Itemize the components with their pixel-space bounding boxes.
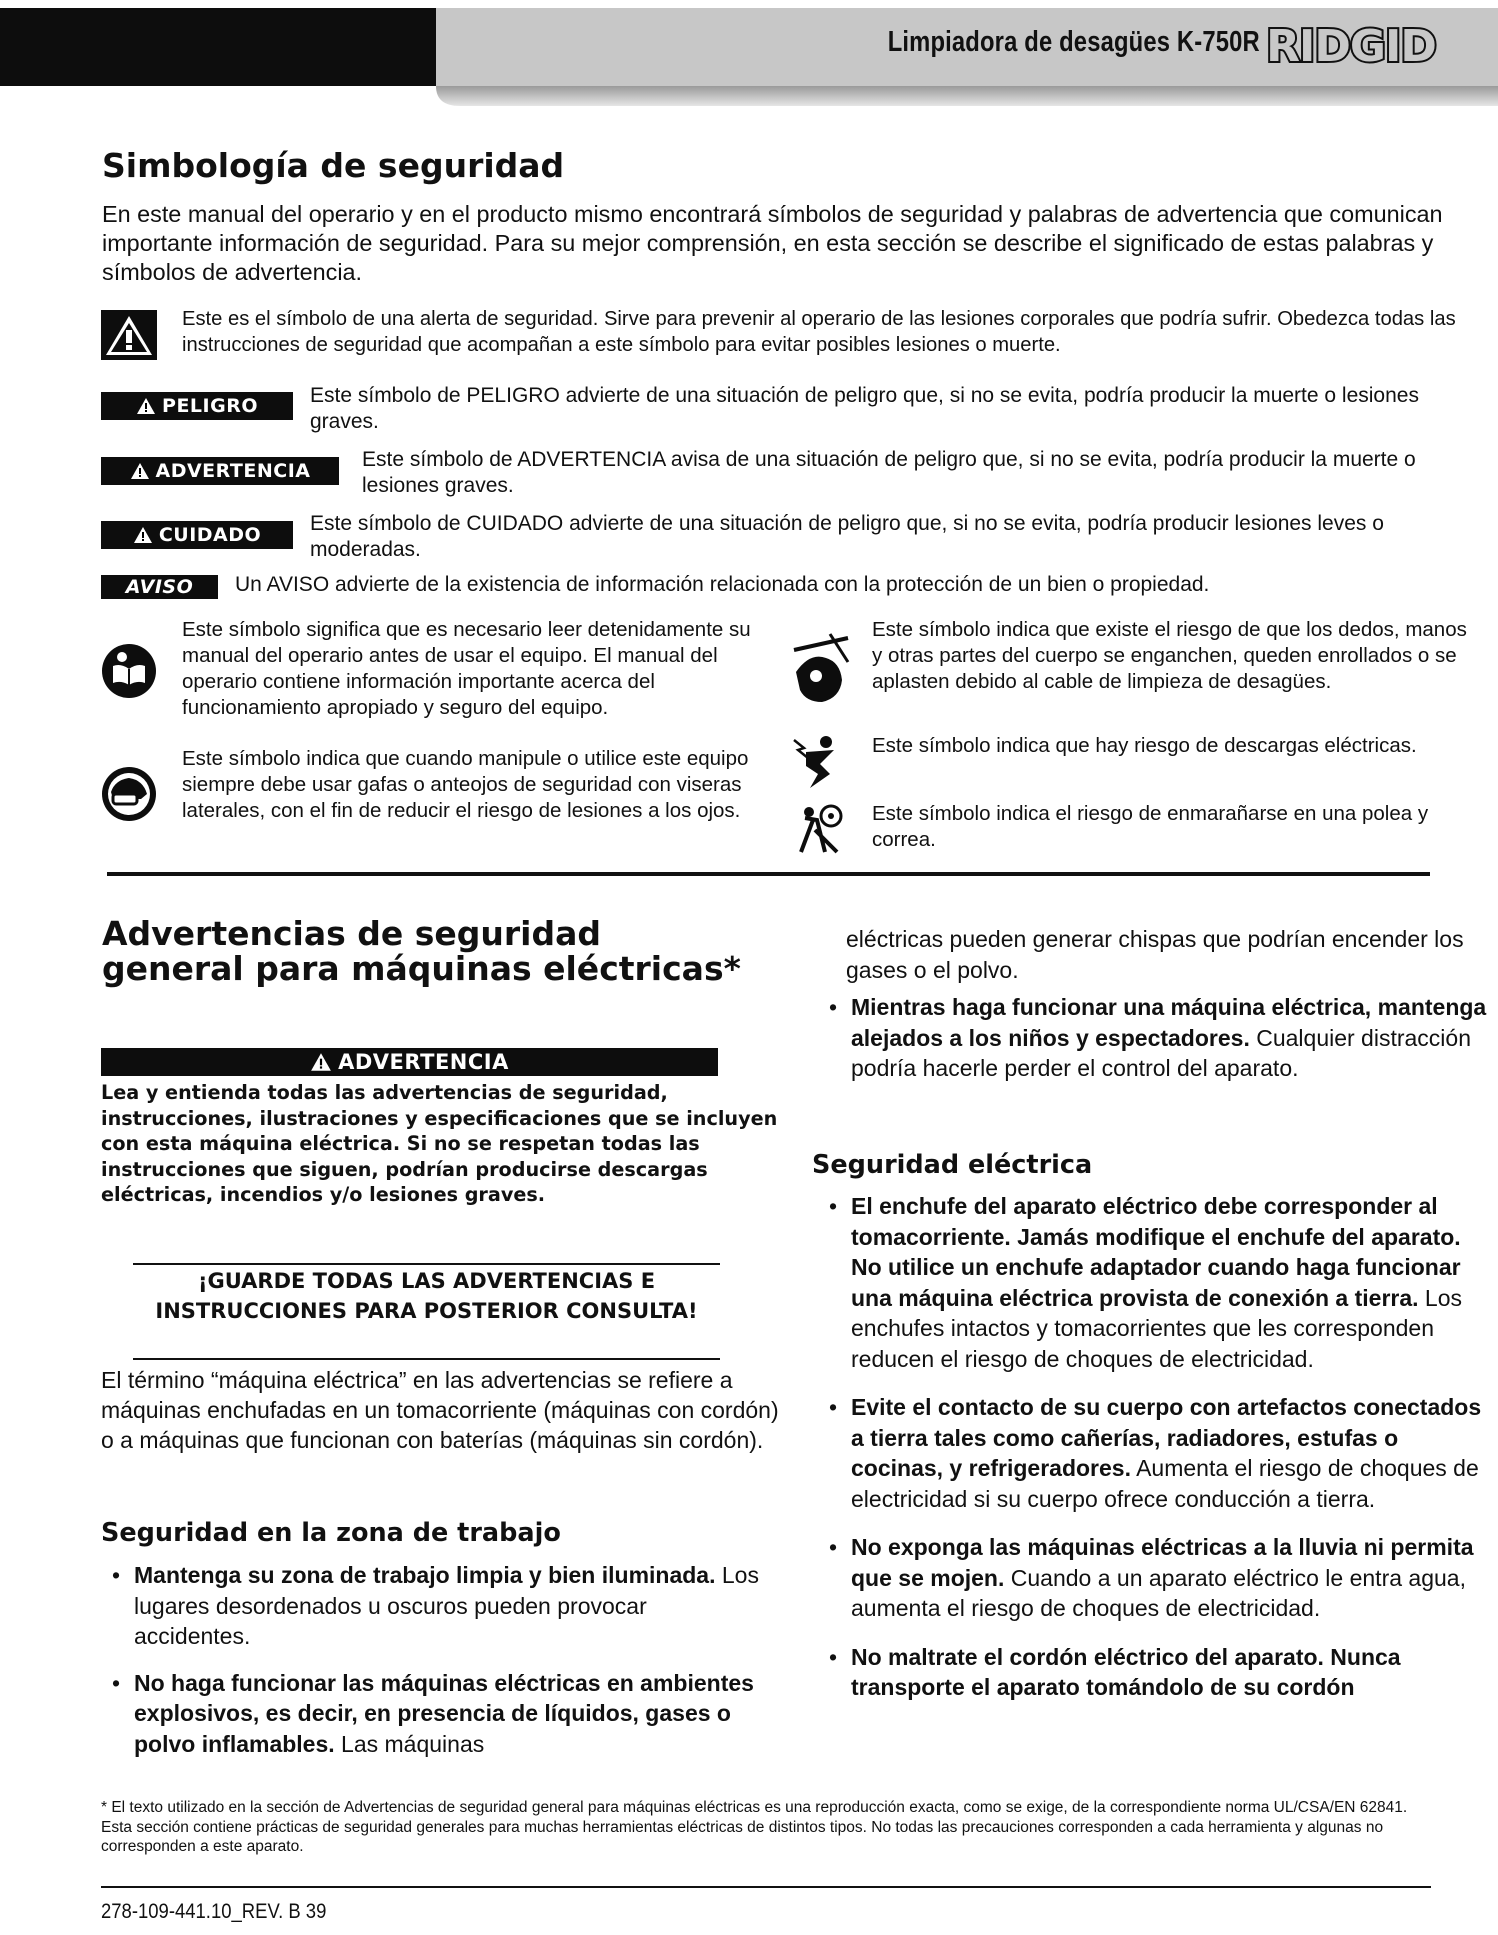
header-shadow <box>436 86 1498 106</box>
footnote: * El texto utilizado en la sección de Advertencias de seguridad general para máquinas eléctricas es una reproducción exacta, como se exige, de la correspondiente norma UL/CSA/EN 62841. Esta sección contiene prácticas de seguridad generales para muchas herramientas eléctricas de distintos tipos. No todas las precauciones corresponden a cada herramienta y algunas no corresponden a este aparato. <box>101 1799 1408 1855</box>
header-black-bar <box>0 8 436 86</box>
aviso-label <box>101 575 218 599</box>
svg-text:RIDGID: RIDGID <box>1266 21 1436 69</box>
save-notice-bottom-rule <box>133 1358 720 1360</box>
hand-entanglement-icon <box>790 632 852 706</box>
read-manual-text: Este símbolo significa que es necesario leer detenidamente su manual del operario antes de usar el equipo. El manual del operario contiene información importante acerca del funcionamiento apropiado y seguro del equipo. <box>182 618 751 719</box>
safety-glasses-text: Este símbolo indica que cuando manipule o utilice este equipo siempre debe usar gafas o anteojos de seguridad con viseras laterales, con el fin de reducir el riesgo de lesiones a los ojos. <box>182 747 749 822</box>
list-item-continued: Las máquinas <box>334 1730 485 1757</box>
list-item: • Mantenga su zona de trabajo limpia y bien iluminada. Los lugares desordenados u oscuros pueden provocar accidentes. <box>106 1560 766 1652</box>
general-title: Advertencias de seguridad general para máquinas eléctricas* <box>102 914 741 988</box>
alert-triangle-icon <box>130 462 150 480</box>
peligro-label-text: PELIGRO <box>162 395 258 417</box>
advertencia-text: Este símbolo de ADVERTENCIA avisa de una situación de peligro que, si no se evita, podría producir la muerte o lesiones graves. <box>362 448 1416 497</box>
header-title: Limpiadora de desagües K-750R <box>887 26 1260 58</box>
electric-shock-text: Este símbolo indica que hay riesgo de descargas eléctricas. <box>872 734 1417 757</box>
peligro-text: Este símbolo de PELIGRO advierte de una situación de peligro que, si no se evita, podría producir la muerte o lesiones graves. <box>310 384 1419 433</box>
work-area-title: Seguridad en la zona de trabajo <box>101 1518 561 1548</box>
general-warning-label <box>101 1048 718 1076</box>
aviso-label-text: AVISO <box>125 576 194 598</box>
term-text: El término “máquina eléctrica” en las advertencias se refiere a máquinas enchufadas en un tomacorriente (máquinas con cordón) o a máquinas que funcionan con baterías (máquinas sin cordón). <box>101 1367 779 1453</box>
page-number: 278-109-441.10_REV. B 39 <box>101 1900 327 1923</box>
electrical-title: Seguridad eléctrica <box>812 1150 1093 1180</box>
save-notice-top-rule <box>133 1263 720 1265</box>
advertencia-label-text: ADVERTENCIA <box>155 460 311 482</box>
general-warning-label-text: ADVERTENCIA <box>338 1050 509 1074</box>
list-item: • No maltrate el cordón eléctrico del aparato. Nunca transporte el aparato tomándolo de su cordón <box>823 1642 1488 1703</box>
alert-triangle-icon <box>133 526 153 544</box>
peligro-label <box>101 392 293 420</box>
symbols-intro: En este manual del operario y en el producto mismo encontrará símbolos de seguridad y palabras de advertencia que comunican importante información de seguridad. Para su mejor comprensión, en esta sección se describe el significado de estas palabras y símbolos de advertencia. <box>102 201 1443 285</box>
symbols-title: Simbología de seguridad <box>102 146 565 185</box>
cuidado-label <box>101 521 293 549</box>
general-warning-body: Lea y entienda todas las advertencias de seguridad, instrucciones, ilustraciones y especificaciones que se incluyen con esta máquina eléctrica. Si no se respetan todas las instrucciones que siguen, podrían producirse descargas eléctricas, incendios y/o lesiones graves. <box>101 1081 778 1206</box>
safety-alert-icon <box>101 310 157 360</box>
list-item: • El enchufe del aparato eléctrico debe corresponder al tomacorriente. Jamás modifique el enchufe del aparato. No utilice un enchufe adaptador cuando haga funcionar una máquina eléctrica provista de conexión a tierra. Los enchufes intactos y tomacorrientes que les corresponden reducen el riesgo de choques de electricidad. <box>823 1191 1488 1374</box>
aviso-text: Un AVISO advierte de la existencia de información relacionada con la protección de un bien o propiedad. <box>235 573 1210 596</box>
read-manual-icon <box>101 643 157 699</box>
work-area-continuation: eléctricas pueden generar chispas que podrían encender los gases o el polvo. <box>846 926 1464 983</box>
cuidado-label-text: CUIDADO <box>158 524 262 546</box>
work-area-list-right <box>823 992 1488 1084</box>
electric-shock-icon <box>790 734 846 790</box>
alert-text: Este es el símbolo de una alerta de seguridad. Sirve para prevenir al operario de las lesiones corporales que podría sufrir. Obedezca todas las instrucciones de seguridad que acompañan a este símbolo para evitar posibles lesiones o muerte. <box>182 308 1456 356</box>
list-item: • Evite el contacto de su cuerpo con artefactos conectados a tierra tales como cañerías, radiadores, estufas o cocinas, y refrigeradores. Aumenta el riesgo de choques de electricidad si su cuerpo ofrece conducción a tierra. <box>823 1392 1488 1514</box>
section-divider <box>107 872 1430 876</box>
list-item: • No haga funcionar las máquinas eléctricas en ambientes explosivos, es decir, en presencia de líquidos, gases o polvo inflamables. Las máquinas <box>106 1668 766 1760</box>
work-area-list-left <box>106 1560 766 1759</box>
list-item: • Mientras haga funcionar una máquina eléctrica, mantenga alejados a los niños y espectadores. Cualquier distracción podría hacerle perder el control del aparato. <box>823 992 1488 1084</box>
list-item: • No exponga las máquinas eléctricas a la lluvia ni permita que se mojen. Cuando a un aparato eléctrico le entra agua, aumenta el riesgo de choques de electricidad. <box>823 1532 1488 1624</box>
ridgid-logo <box>1265 21 1437 69</box>
alert-triangle-icon <box>136 397 156 415</box>
hand-entanglement-text: Este símbolo indica que existe el riesgo de que los dedos, manos y otras partes del cuerpo se enganchen, queden enrollados o se aplasten debido al cable de limpieza de desagües. <box>872 618 1467 693</box>
footer-rule <box>101 1886 1431 1888</box>
belt-entanglement-icon <box>795 804 851 854</box>
electrical-list <box>823 1191 1488 1703</box>
belt-entanglement-text: Este símbolo indica el riesgo de enmarañarse en una polea y correa. <box>872 802 1429 851</box>
save-notice: ¡GUARDE TODAS LAS ADVERTENCIAS E INSTRUCCIONES PARA POSTERIOR CONSULTA! <box>155 1269 698 1323</box>
cuidado-text: Este símbolo de CUIDADO advierte de una situación de peligro que, si no se evita, podría producir lesiones leves o moderadas. <box>310 512 1384 561</box>
safety-glasses-icon <box>101 765 157 823</box>
advertencia-label <box>101 457 339 485</box>
alert-triangle-icon <box>310 1052 332 1072</box>
